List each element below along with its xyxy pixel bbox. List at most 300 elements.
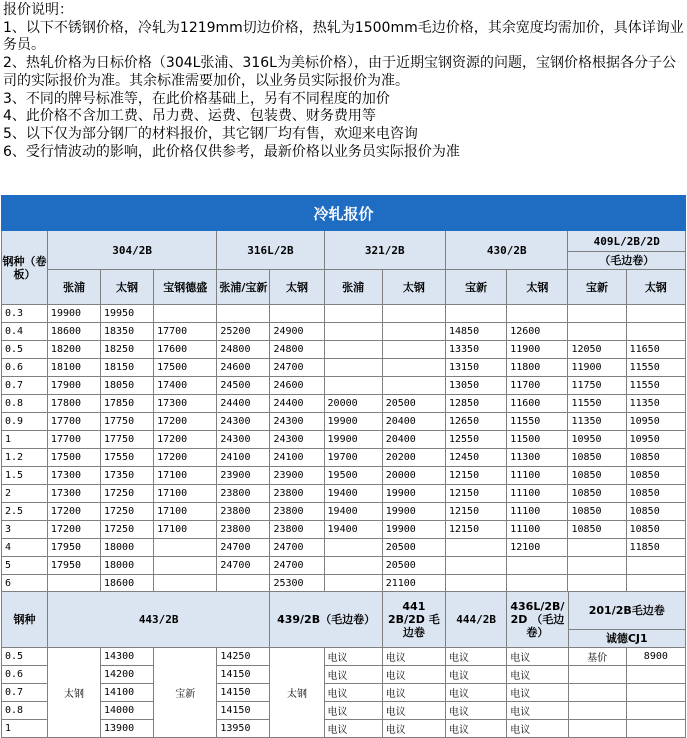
price-cell xyxy=(324,377,382,395)
price-cell: 17700 xyxy=(47,413,100,431)
price-cell-444: 电议 xyxy=(446,648,507,666)
price-cell: 11100 xyxy=(507,503,568,521)
price-cell xyxy=(154,539,217,557)
price-cell-201 xyxy=(626,684,685,702)
price-cell-436l: 电议 xyxy=(507,666,568,684)
price-cell: 23800 xyxy=(217,503,270,521)
price-cell: 14000 xyxy=(101,702,154,720)
price-cell: 24300 xyxy=(217,413,270,431)
price-cell: 17750 xyxy=(101,413,154,431)
price-cell xyxy=(382,305,445,323)
price-cell-441: 电议 xyxy=(382,648,445,666)
price-cell: 24100 xyxy=(217,449,270,467)
price-cell: 20000 xyxy=(382,467,445,485)
price-cell: 17700 xyxy=(47,431,100,449)
price-cell: 17300 xyxy=(47,467,100,485)
price-cell: 10850 xyxy=(626,467,685,485)
price-cell: 25300 xyxy=(270,575,324,593)
price-cell: 20200 xyxy=(382,449,445,467)
price-cell-444: 电议 xyxy=(446,720,507,738)
sub-taigang-316l: 太钢 xyxy=(270,270,324,305)
price-cell: 20400 xyxy=(382,431,445,449)
table-row xyxy=(2,557,686,575)
price-cell-439: 电议 xyxy=(324,684,382,702)
price-cell: 12150 xyxy=(445,521,506,539)
price-cell: 14100 xyxy=(101,684,154,702)
price-cell: 17100 xyxy=(154,467,217,485)
price-cell: 14200 xyxy=(101,666,154,684)
price-cell xyxy=(568,557,626,575)
price-cell: 19400 xyxy=(324,485,382,503)
price-cell: 23800 xyxy=(217,485,270,503)
price-cell: 19900 xyxy=(382,521,445,539)
mill-name-taigang-439: 太钢 xyxy=(270,648,324,738)
table-row xyxy=(2,431,686,449)
row-thickness: 0.7 xyxy=(2,377,48,395)
row-thickness: 0.6 xyxy=(2,359,48,377)
price-cell: 17850 xyxy=(101,395,154,413)
price-cell: 17300 xyxy=(47,485,100,503)
price-cell: 17200 xyxy=(154,449,217,467)
price-cell xyxy=(382,323,445,341)
note-1: 1、以下不锈钢价格，冷轧为1219mm切边价格，热轧为1500mm毛边价格，其余宽度均需加价，具体详询业务员。 xyxy=(3,19,684,54)
price-cell-436l: 电议 xyxy=(507,720,568,738)
price-cell xyxy=(568,575,626,593)
price-cell: 17250 xyxy=(101,503,154,521)
price-cell: 18600 xyxy=(47,323,100,341)
group-430: 430/2B xyxy=(445,231,567,270)
table-row xyxy=(2,684,686,702)
price-cell: 23900 xyxy=(217,467,270,485)
price-cell-439: 电议 xyxy=(324,720,382,738)
price-cell: 20400 xyxy=(382,413,445,431)
price-cell: 13950 xyxy=(217,720,270,738)
table-row xyxy=(2,521,686,539)
price-cell: 17700 xyxy=(154,323,217,341)
price-cell xyxy=(217,305,270,323)
row-thickness: 0.8 xyxy=(2,395,48,413)
price-cell: 11300 xyxy=(507,449,568,467)
price-cell-444: 电议 xyxy=(446,684,507,702)
price-cell: 17950 xyxy=(47,557,100,575)
cold-rolled-price-table xyxy=(1,195,686,593)
note-4: 4、此价格不含加工费、吊力费、运费、包装费、财务费用等 xyxy=(3,108,376,125)
price-cell xyxy=(568,305,626,323)
price-cell-436l: 电议 xyxy=(507,648,568,666)
sub-baoxin-430: 宝新 xyxy=(445,270,506,305)
price-cell: 23800 xyxy=(270,503,324,521)
price-cell xyxy=(568,323,626,341)
row-thickness: 0.7 xyxy=(2,684,48,702)
price-cell: 17250 xyxy=(101,485,154,503)
price-cell: 11800 xyxy=(507,359,568,377)
sub-taigang-304: 太钢 xyxy=(101,270,154,305)
price-cell-201 xyxy=(626,666,685,684)
price-cell: 10850 xyxy=(568,521,626,539)
price-cell: 12100 xyxy=(507,539,568,557)
price-cell: 19500 xyxy=(324,467,382,485)
price-cell xyxy=(270,305,324,323)
row-thickness: 1 xyxy=(2,431,48,449)
table-row xyxy=(2,305,686,323)
price-cell xyxy=(507,305,568,323)
price-cell xyxy=(382,341,445,359)
price-label-201 xyxy=(568,720,626,738)
price-cell: 11100 xyxy=(507,467,568,485)
price-cell: 10850 xyxy=(626,485,685,503)
price-label-201 xyxy=(568,684,626,702)
sub-baogang-desheng: 宝钢德盛 xyxy=(154,270,217,305)
price-cell-201: 8900 xyxy=(626,648,685,666)
price-cell: 12550 xyxy=(445,431,506,449)
price-cell: 14850 xyxy=(445,323,506,341)
price-cell xyxy=(382,377,445,395)
lower-group-443: 443/2B xyxy=(47,592,270,648)
price-cell: 10850 xyxy=(568,503,626,521)
price-cell-201 xyxy=(626,702,685,720)
price-cell xyxy=(445,539,506,557)
price-cell: 10850 xyxy=(568,467,626,485)
price-cell: 24400 xyxy=(270,395,324,413)
price-cell xyxy=(324,557,382,575)
price-cell: 13900 xyxy=(101,720,154,738)
table-row xyxy=(2,575,686,593)
group-409l-subtitle: （毛边卷） xyxy=(568,252,686,270)
price-cell: 11550 xyxy=(626,377,685,395)
note-6: 6、受行情波动的影响，此价格仅供参考，最新价格以业务员实际报价为准 xyxy=(3,143,460,160)
price-cell xyxy=(324,359,382,377)
price-cell: 17100 xyxy=(154,521,217,539)
price-cell-444: 电议 xyxy=(446,702,507,720)
price-cell: 17200 xyxy=(47,521,100,539)
price-cell: 12600 xyxy=(507,323,568,341)
price-notes xyxy=(3,2,687,161)
price-cell: 10850 xyxy=(626,449,685,467)
price-cell: 10950 xyxy=(626,431,685,449)
row-thickness: 0.9 xyxy=(2,413,48,431)
mill-name-baoxin: 宝新 xyxy=(154,648,217,738)
price-cell: 18100 xyxy=(47,359,100,377)
price-cell xyxy=(47,575,100,593)
table-title: 冷轧报价 xyxy=(2,196,686,231)
price-cell: 17350 xyxy=(101,467,154,485)
price-cell: 17250 xyxy=(101,521,154,539)
price-cell: 24700 xyxy=(217,557,270,575)
price-cell: 10850 xyxy=(568,485,626,503)
price-cell: 24900 xyxy=(270,323,324,341)
price-cell-436l: 电议 xyxy=(507,702,568,720)
price-cell: 18000 xyxy=(101,539,154,557)
price-cell xyxy=(507,557,568,575)
price-cell: 17500 xyxy=(154,359,217,377)
lower-group-436l: 436L/2B/ 2D （毛边卷） xyxy=(507,592,568,648)
price-cell xyxy=(445,557,506,575)
row-thickness: 0.3 xyxy=(2,305,48,323)
price-cell: 23900 xyxy=(270,467,324,485)
price-rows xyxy=(2,305,686,593)
price-cell: 17200 xyxy=(154,431,217,449)
table-row xyxy=(2,485,686,503)
lower-price-rows xyxy=(2,648,686,738)
price-cell: 24400 xyxy=(217,395,270,413)
price-cell-201 xyxy=(626,720,685,738)
price-cell: 11350 xyxy=(626,395,685,413)
price-cell: 19900 xyxy=(382,485,445,503)
price-cell: 12150 xyxy=(445,485,506,503)
price-cell-441: 电议 xyxy=(382,720,445,738)
price-cell: 11750 xyxy=(568,377,626,395)
price-cell: 13350 xyxy=(445,341,506,359)
price-cell: 17800 xyxy=(47,395,100,413)
price-cell: 11600 xyxy=(507,395,568,413)
price-cell: 20500 xyxy=(382,557,445,575)
price-cell: 10850 xyxy=(568,449,626,467)
lower-group-444: 444/2B xyxy=(446,592,507,648)
sub-zhangpu-baoxin-316l: 张浦/宝新 xyxy=(217,270,270,305)
table-row xyxy=(2,377,686,395)
price-cell: 19900 xyxy=(324,413,382,431)
price-cell: 18600 xyxy=(101,575,154,593)
price-cell: 14150 xyxy=(217,684,270,702)
price-cell: 11850 xyxy=(626,539,685,557)
price-cell: 24600 xyxy=(270,377,324,395)
price-cell: 24300 xyxy=(270,431,324,449)
group-316l: 316L/2B xyxy=(217,231,324,270)
price-cell: 10950 xyxy=(568,431,626,449)
sub-taigang-321: 太钢 xyxy=(382,270,445,305)
table-row xyxy=(2,395,686,413)
price-cell xyxy=(626,305,685,323)
price-cell: 19400 xyxy=(324,521,382,539)
price-cell-439: 电议 xyxy=(324,666,382,684)
price-cell: 11650 xyxy=(626,341,685,359)
price-cell: 17550 xyxy=(101,449,154,467)
note-3: 3、不同的牌号标准等，在此价格基础上，另有不同程度的加价 xyxy=(3,90,390,107)
price-cell: 19950 xyxy=(101,305,154,323)
table-row xyxy=(2,449,686,467)
price-cell: 11500 xyxy=(507,431,568,449)
group-409l: 409L/2B/2D xyxy=(568,231,686,252)
price-cell-436l: 电议 xyxy=(507,684,568,702)
price-cell xyxy=(445,575,506,593)
price-cell xyxy=(568,539,626,557)
price-cell: 17200 xyxy=(47,503,100,521)
price-cell xyxy=(154,575,217,593)
price-cell: 19700 xyxy=(324,449,382,467)
price-cell: 14250 xyxy=(217,648,270,666)
special-grades-price-table xyxy=(1,591,686,738)
price-cell: 11100 xyxy=(507,485,568,503)
table-row xyxy=(2,539,686,557)
price-label-201 xyxy=(568,666,626,684)
price-cell: 17500 xyxy=(47,449,100,467)
price-cell: 24600 xyxy=(217,359,270,377)
price-cell-439: 电议 xyxy=(324,702,382,720)
table-row xyxy=(2,503,686,521)
price-cell: 18150 xyxy=(101,359,154,377)
price-cell: 17900 xyxy=(47,377,100,395)
price-cell: 24100 xyxy=(270,449,324,467)
price-cell: 24700 xyxy=(270,539,324,557)
sub-baoxin-409l: 宝新 xyxy=(568,270,626,305)
price-cell: 18350 xyxy=(101,323,154,341)
note-2: 2、热轧价格为日标价格（304L张浦、316L为美标价格），由于近期宝钢资源的问题，宝钢价格根据各分子公司的实际报价为准。其余标准需要加价，以业务员实际报价为准。 xyxy=(3,55,676,89)
table-row xyxy=(2,359,686,377)
price-label-201: 基价 xyxy=(568,648,626,666)
row-thickness: 0.5 xyxy=(2,648,48,666)
row-thickness: 0.6 xyxy=(2,666,48,684)
price-cell: 19400 xyxy=(324,503,382,521)
price-cell: 19900 xyxy=(382,503,445,521)
row-thickness: 6 xyxy=(2,575,48,593)
price-cell: 24300 xyxy=(270,413,324,431)
table-row xyxy=(2,648,686,666)
price-cell-441: 电议 xyxy=(382,684,445,702)
price-cell: 25200 xyxy=(217,323,270,341)
price-cell xyxy=(445,305,506,323)
price-cell-441: 电议 xyxy=(382,702,445,720)
price-cell: 18000 xyxy=(101,557,154,575)
price-cell: 20500 xyxy=(382,395,445,413)
row-thickness: 2.5 xyxy=(2,503,48,521)
price-cell xyxy=(217,575,270,593)
price-cell: 11700 xyxy=(507,377,568,395)
price-cell: 10850 xyxy=(626,521,685,539)
row-thickness: 3 xyxy=(2,521,48,539)
price-cell: 24800 xyxy=(217,341,270,359)
price-cell: 23800 xyxy=(217,521,270,539)
row-thickness: 4 xyxy=(2,539,48,557)
price-cell xyxy=(626,557,685,575)
sub-zhangpu-304: 张浦 xyxy=(47,270,100,305)
price-cell xyxy=(324,539,382,557)
price-cell xyxy=(324,341,382,359)
price-cell: 12050 xyxy=(568,341,626,359)
price-cell: 23800 xyxy=(270,485,324,503)
price-cell: 24700 xyxy=(270,557,324,575)
row-thickness: 0.5 xyxy=(2,341,48,359)
price-cell: 17600 xyxy=(154,341,217,359)
row-thickness: 5 xyxy=(2,557,48,575)
price-cell: 24300 xyxy=(217,431,270,449)
notes-heading: 报价说明： xyxy=(3,2,73,18)
row-thickness: 2 xyxy=(2,485,48,503)
lower-grade-header: 钢种 xyxy=(2,592,48,648)
price-cell: 18050 xyxy=(101,377,154,395)
price-cell-441: 电议 xyxy=(382,666,445,684)
row-thickness: 0.8 xyxy=(2,702,48,720)
price-cell: 23800 xyxy=(270,521,324,539)
mill-name-taigang: 太钢 xyxy=(47,648,100,738)
price-cell: 17950 xyxy=(47,539,100,557)
price-cell: 24700 xyxy=(270,359,324,377)
price-cell: 11100 xyxy=(507,521,568,539)
table-row xyxy=(2,341,686,359)
table-row xyxy=(2,702,686,720)
price-cell: 11900 xyxy=(507,341,568,359)
group-304: 304/2B xyxy=(47,231,216,270)
sub-taigang-409l: 太钢 xyxy=(626,270,685,305)
table-row xyxy=(2,323,686,341)
price-cell xyxy=(324,323,382,341)
price-cell xyxy=(626,323,685,341)
price-cell: 11900 xyxy=(568,359,626,377)
row-thickness: 1.5 xyxy=(2,467,48,485)
table-row xyxy=(2,467,686,485)
lower-group-201-sub: 诚德CJ1 xyxy=(568,630,685,648)
price-cell: 24800 xyxy=(270,341,324,359)
price-cell xyxy=(382,359,445,377)
price-cell-439: 电议 xyxy=(324,648,382,666)
price-cell: 18250 xyxy=(101,341,154,359)
price-cell: 21100 xyxy=(382,575,445,593)
price-cell xyxy=(507,575,568,593)
price-cell: 17400 xyxy=(154,377,217,395)
price-cell xyxy=(154,305,217,323)
row-thickness: 1 xyxy=(2,720,48,738)
lower-group-439: 439/2B（毛边卷） xyxy=(270,592,382,648)
price-cell xyxy=(324,305,382,323)
price-cell: 14300 xyxy=(101,648,154,666)
row-thickness: 1.2 xyxy=(2,449,48,467)
price-cell: 11550 xyxy=(568,395,626,413)
thickness-header: 钢种（卷板） xyxy=(2,231,48,305)
table-row xyxy=(2,413,686,431)
table-row xyxy=(2,666,686,684)
table-row xyxy=(2,720,686,738)
price-cell: 13150 xyxy=(445,359,506,377)
price-cell: 17100 xyxy=(154,485,217,503)
price-cell: 14150 xyxy=(217,666,270,684)
lower-group-201: 201/2B毛边卷 xyxy=(568,592,685,630)
price-cell xyxy=(154,557,217,575)
price-cell: 13050 xyxy=(445,377,506,395)
sub-taigang-430: 太钢 xyxy=(507,270,568,305)
price-cell: 12450 xyxy=(445,449,506,467)
price-cell: 17300 xyxy=(154,395,217,413)
price-cell: 10850 xyxy=(626,503,685,521)
price-cell: 18200 xyxy=(47,341,100,359)
price-cell: 11350 xyxy=(568,413,626,431)
price-cell: 19900 xyxy=(324,431,382,449)
price-label-201 xyxy=(568,702,626,720)
price-cell: 24700 xyxy=(217,539,270,557)
price-cell: 12150 xyxy=(445,467,506,485)
price-cell: 12650 xyxy=(445,413,506,431)
price-cell: 19900 xyxy=(47,305,100,323)
price-cell: 11550 xyxy=(507,413,568,431)
price-cell: 10950 xyxy=(626,413,685,431)
lower-group-441: 441 2B/2D 毛边卷 xyxy=(382,592,445,648)
group-321: 321/2B xyxy=(324,231,445,270)
price-cell: 12150 xyxy=(445,503,506,521)
price-cell: 12850 xyxy=(445,395,506,413)
price-cell: 17200 xyxy=(154,413,217,431)
price-cell: 20500 xyxy=(382,539,445,557)
price-cell: 17100 xyxy=(154,503,217,521)
price-cell-444: 电议 xyxy=(446,666,507,684)
price-cell: 11550 xyxy=(626,359,685,377)
price-cell xyxy=(324,575,382,593)
row-thickness: 0.4 xyxy=(2,323,48,341)
sub-zhangpu-321: 张浦 xyxy=(324,270,382,305)
price-cell: 17750 xyxy=(101,431,154,449)
price-cell: 24500 xyxy=(217,377,270,395)
price-cell: 20000 xyxy=(324,395,382,413)
price-cell xyxy=(626,575,685,593)
price-cell: 14150 xyxy=(217,702,270,720)
note-5: 5、以下仅为部分钢厂的材料报价，其它钢厂均有售，欢迎来电咨询 xyxy=(3,125,418,142)
